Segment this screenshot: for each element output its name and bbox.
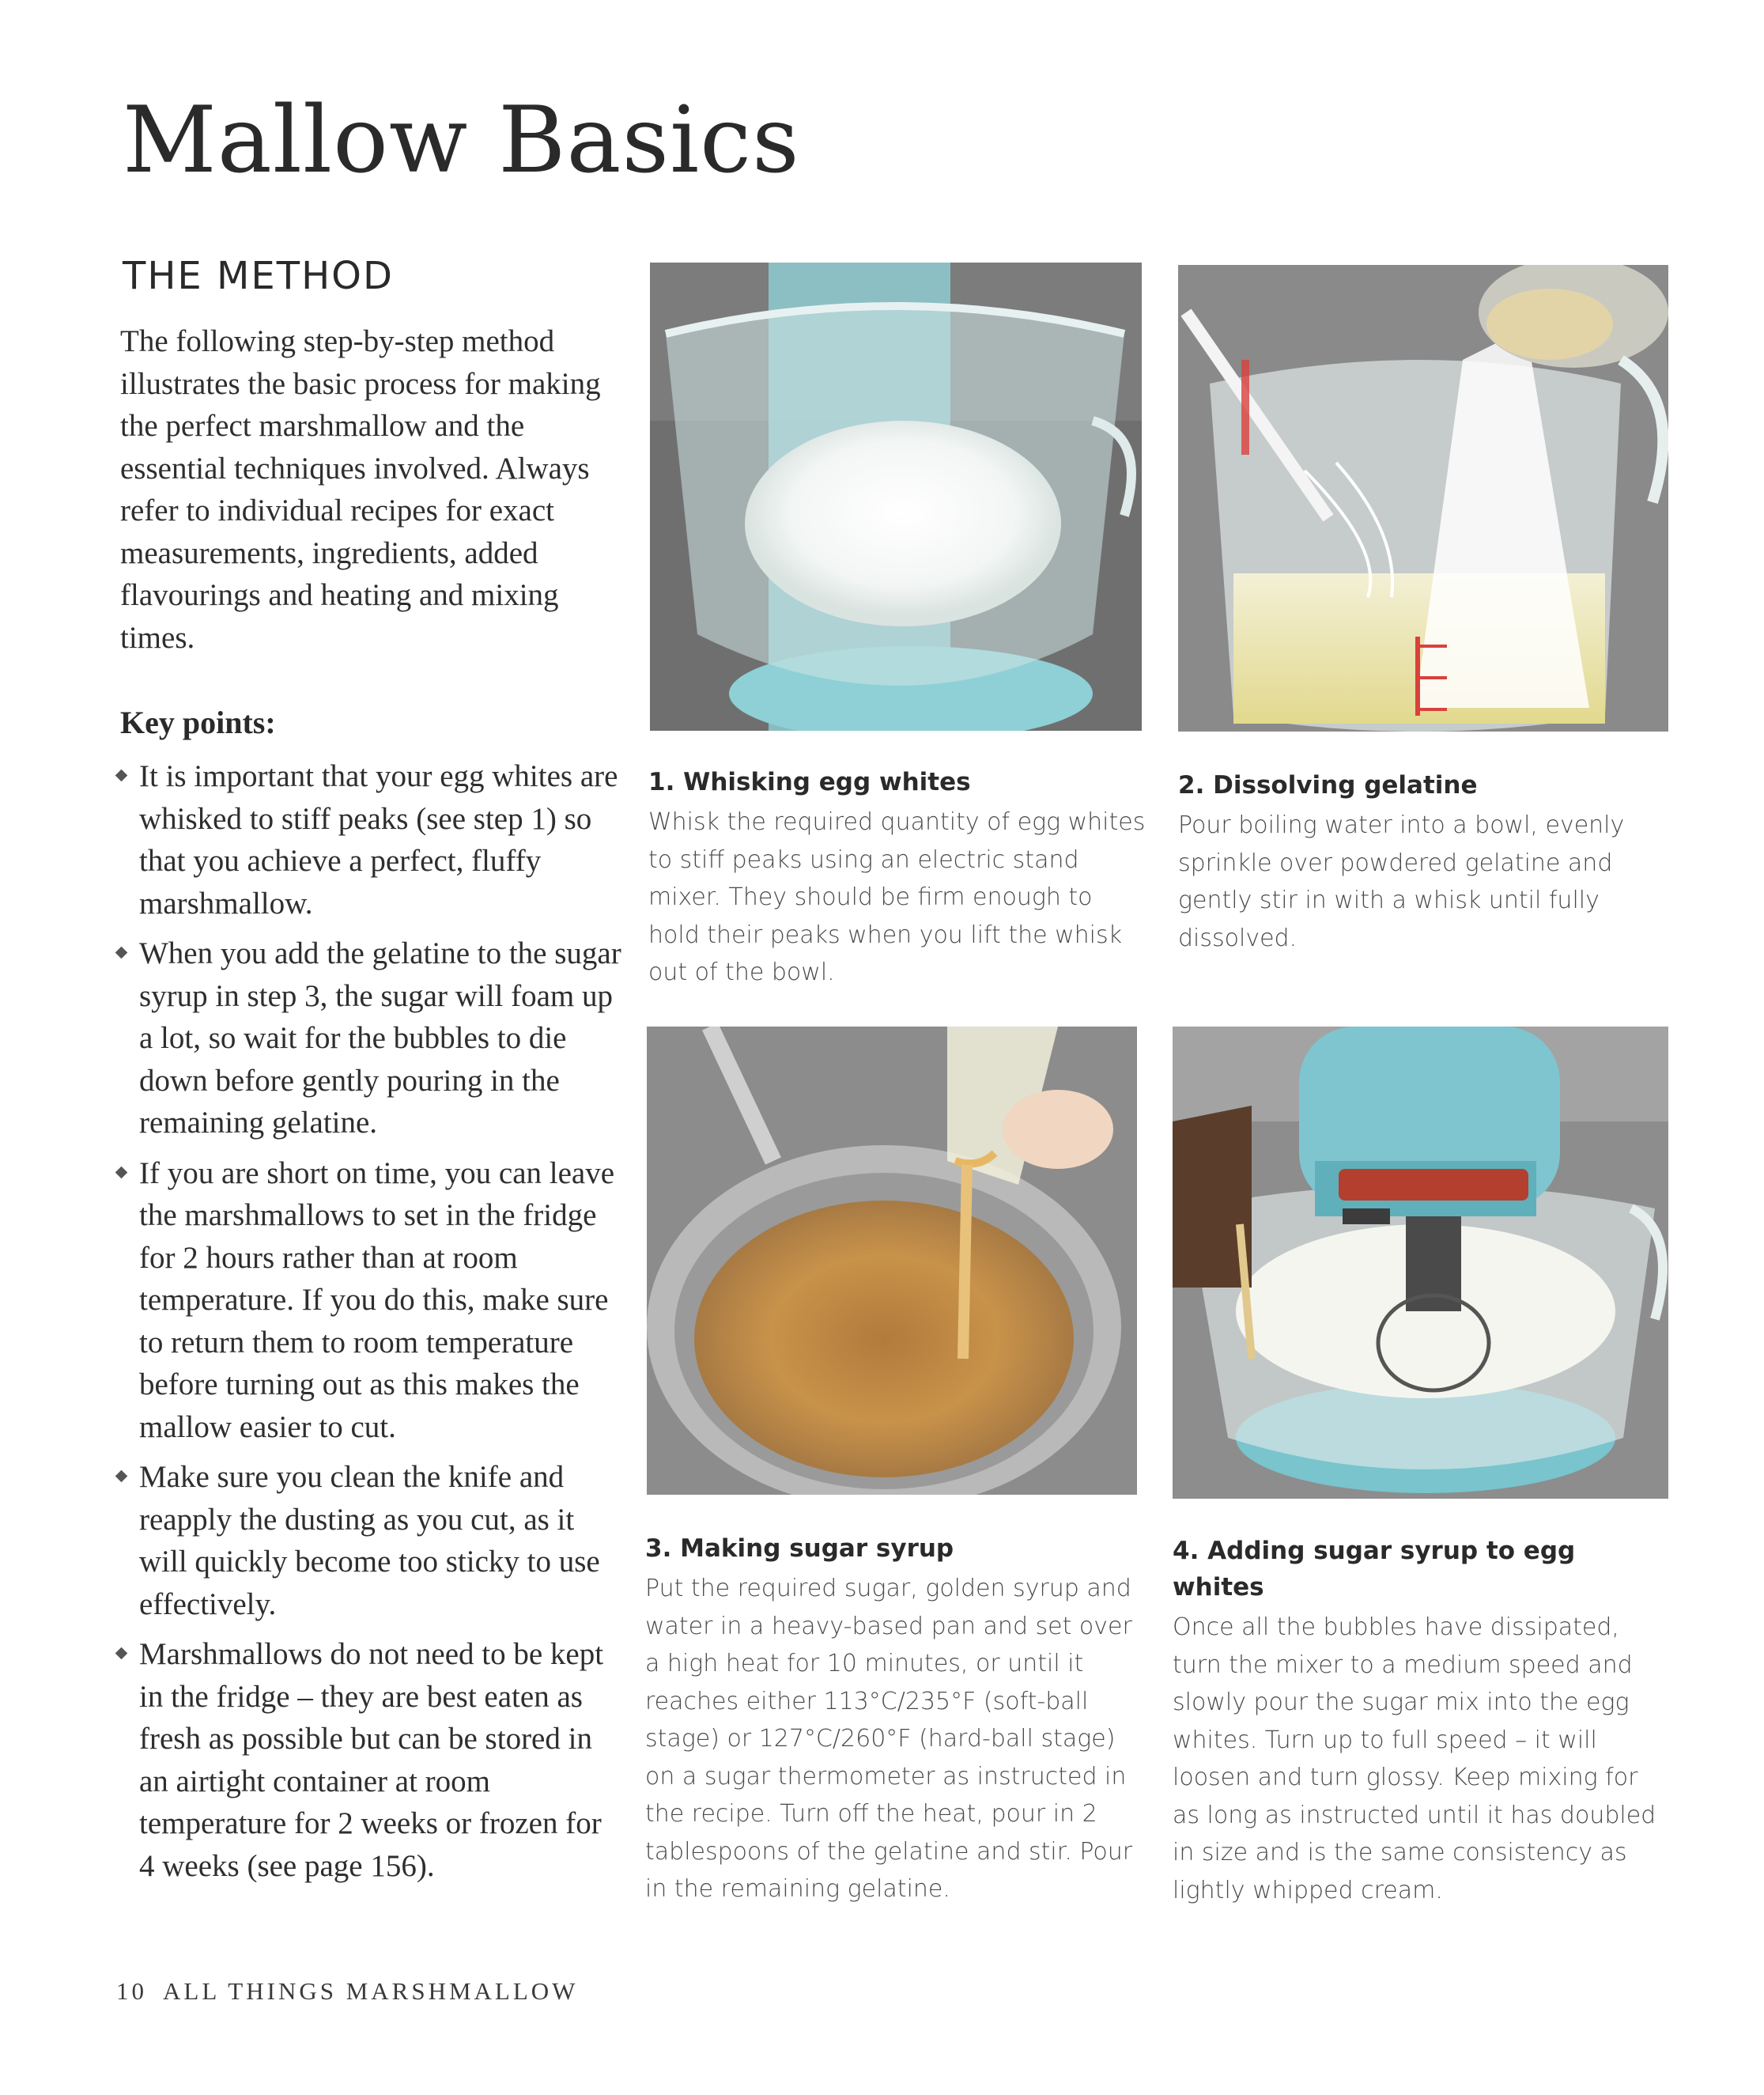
book-title: ALL THINGS MARSHMALLOW [163, 1977, 579, 2005]
key-point-text: When you add the gelatine to the sugar syrup in step 3, the sugar will foam up a lot, so wait for the bubbles to die down before gently pouring in the remaining gelatine. [139, 936, 621, 1140]
step-3-text: Put the required sugar, golden syrup and water in a heavy-based pan and set over a high heat for 10 minutes, or until it reaches either 113°C/235°F (soft-ball stage) or 127°C/260°F (hard-ball stage) on a sugar thermometer as instructed in the recipe. Turn off the heat, pour in 2 tablespoons of the gelatine and stir. Pour in the remaining gelatine. [645, 1575, 1133, 1903]
diamond-bullet-icon [115, 770, 128, 782]
page-footer [116, 1977, 578, 2006]
step-3-title: 3. Making sugar syrup [645, 1534, 954, 1563]
step-4 [1173, 1533, 1659, 1909]
key-point-item [117, 932, 623, 1144]
key-point-text: Make sure you clean the knife and reapply the dusting as you cut, as it will quickly become too sticky to use effectively. [139, 1460, 600, 1621]
diamond-bullet-icon [115, 1647, 128, 1660]
step-2 [1178, 767, 1668, 957]
key-points-heading: Key points: [120, 705, 276, 740]
key-point-item [117, 1152, 623, 1449]
step-2-photo [1178, 265, 1668, 732]
step-3 [645, 1530, 1151, 1908]
key-points-list [117, 755, 623, 1895]
step-1-text: Whisk the required quantity of egg whites to stiff peaks using an electric stand mixer. They should be firm enough to hold their peaks when you lift the whisk out of the bowl. [648, 808, 1146, 986]
step-3-photo [647, 1027, 1137, 1495]
step-4-title: 4. Adding sugar syrup to egg whites [1173, 1537, 1576, 1602]
diamond-bullet-icon [115, 947, 128, 959]
key-point-text: It is important that your egg whites are whisked to stiff peaks (see step 1) so that you achieve a perfect, fluffy marshmallow. [139, 759, 618, 921]
step-1-title: 1. Whisking egg whites [648, 768, 971, 796]
step-2-title: 2. Dissolving gelatine [1178, 771, 1478, 800]
key-point-item [117, 755, 623, 925]
step-2-text: Pour boiling water into a bowl, evenly sprinkle over powdered gelatine and gently stir in with a whisk until fully dissolved. [1178, 811, 1625, 952]
key-point-text: If you are short on time, you can leave the marshmallows to set in the fridge for 2 hours rather than at room temperature. If you do this, make sure to return them to room temperature before turning out as this makes the mallow easier to cut. [139, 1155, 615, 1444]
key-point-item [117, 1456, 623, 1625]
step-4-photo [1173, 1027, 1668, 1499]
section-heading: THE METHOD [123, 254, 394, 298]
diamond-bullet-icon [115, 1470, 128, 1483]
page-number: 10 [116, 1977, 147, 2005]
diamond-bullet-icon [115, 1166, 128, 1178]
step-1 [648, 764, 1146, 992]
intro-paragraph: The following step-by-step method illustrates the basic process for making the perfect marshmallow and the essential techniques involved. Always refer to individual recipes for exact measurements, ingredients, added flavourings and heating and mixing times. [120, 324, 601, 655]
key-point-item [117, 1633, 623, 1887]
step-4-text: Once all the bubbles have dissipated, turn the mixer to a medium speed and slowly pour the sugar mix into the egg whites. Turn up to full speed – it will loosen and turn glossy. Keep mixing for as long as instructed until it has doubled in size and is the same consistency as lightly whipped cream. [1173, 1613, 1656, 1904]
page-title: Mallow Basics [123, 87, 800, 194]
key-point-text: Marshmallows do not need to be kept in the fridge – they are best eaten as fresh as possible but can be stored in an airtight container at room temperature for 2 weeks or frozen for 4 weeks (see page 156). [139, 1637, 604, 1883]
step-1-photo [650, 263, 1142, 731]
